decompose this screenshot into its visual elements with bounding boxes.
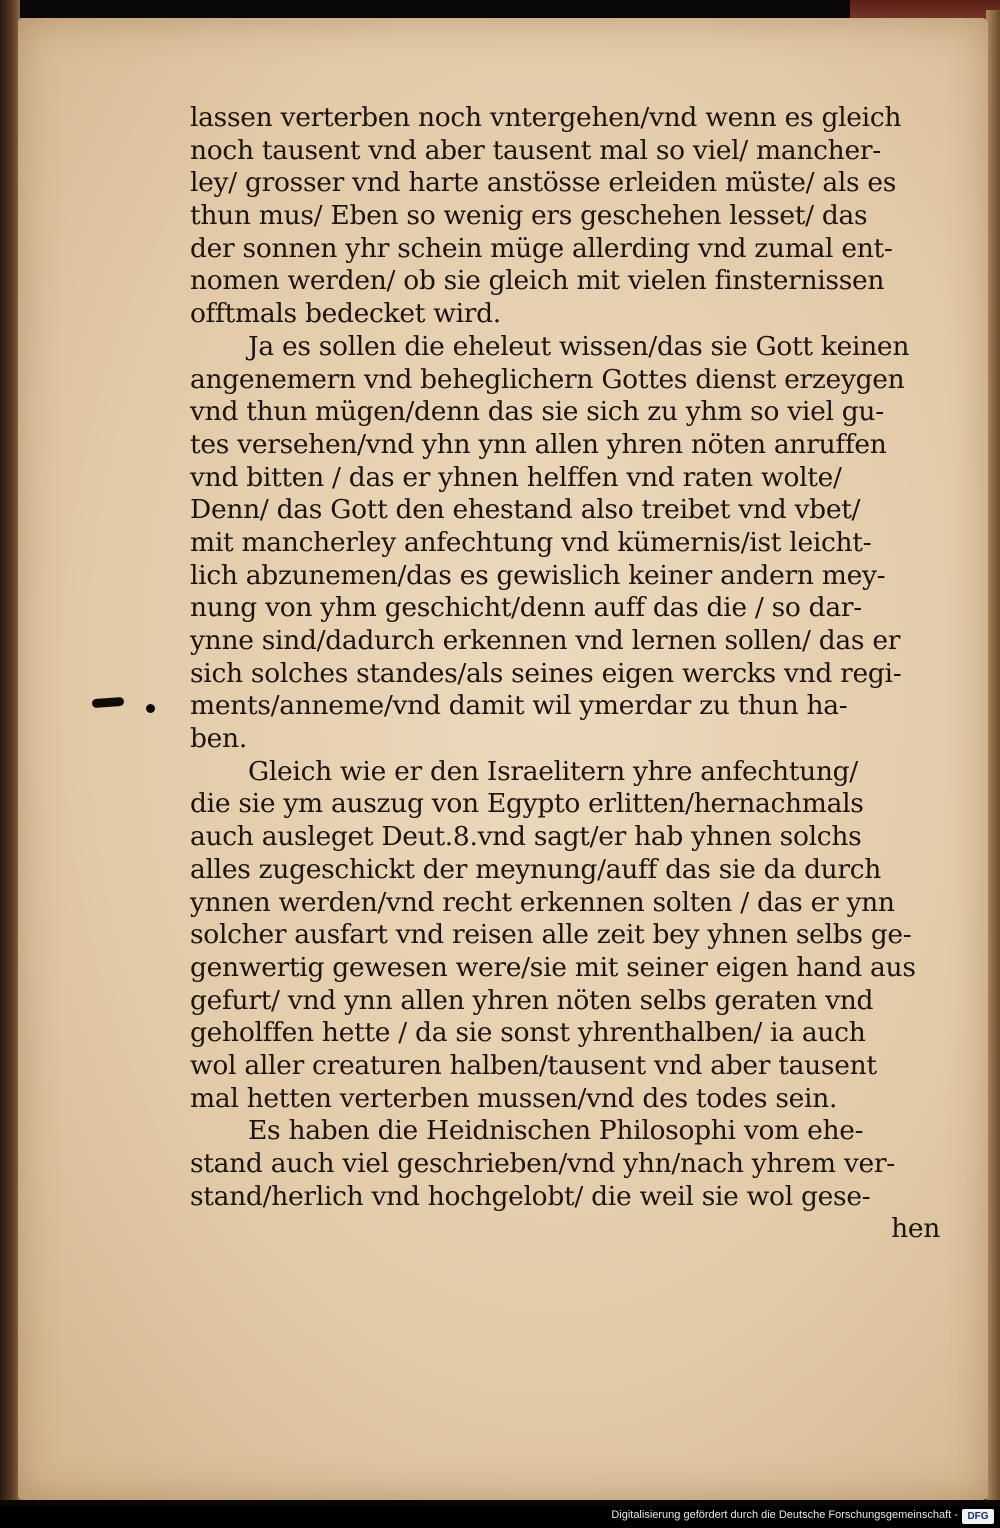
book-page — [18, 18, 988, 1500]
catchword: hen — [891, 1213, 940, 1245]
text-line: stand auch viel geschrieben/vnd yhn/nach yhrem ver- — [190, 1148, 895, 1179]
ink-dash-mark — [92, 697, 125, 708]
text-line: vnd thun mügen/denn das sie sich zu yhm so viel gu- — [190, 396, 884, 428]
text-line: Denn/ das Gott den ehestand also treibet vnd vbet/ — [190, 494, 861, 526]
funding-credit: Digitalisierung gefördert durch die Deutsche Forschungsgemeinschaft - — [611, 1509, 958, 1521]
text-line: geholffen hette / da sie sonst yhrenthalben/ ia auch — [190, 1017, 866, 1049]
ink-dot-mark — [146, 704, 155, 713]
page-fore-edge — [986, 10, 1000, 1500]
text-line: auch ausleget Deut.8.vnd sagt/er hab yhnen solchs — [190, 821, 862, 853]
text-line: nung von yhm geschicht/denn auff das die / so dar- — [190, 592, 862, 624]
text-line: nomen werden/ ob sie gleich mit vielen finsternissen — [190, 265, 885, 297]
text-line: alles zugeschickt der meynung/auff das sie da durch — [190, 853, 882, 885]
text-line: gefurt/ vnd ynn allen yhren nöten selbs geraten vnd — [190, 984, 874, 1016]
text-line: lassen verterben noch vntergehen/vnd wenn es gleich — [190, 102, 902, 133]
text-line: sich solches standes/als seines eigen wercks vnd regi- — [190, 657, 902, 689]
paragraph-start-line: Ja es sollen die eheleut wissen/das sie Gott keinen — [248, 330, 910, 362]
text-line: ynnen werden/vnd recht erkennen solten / das er ynn — [190, 886, 895, 918]
text-line: ley/ grosser vnd harte anstösse erleiden müste/ als es — [190, 167, 897, 199]
text-line: tes versehen/vnd yhn ynn allen yhren nöten anruffen — [190, 428, 887, 460]
text-line: noch tausent vnd aber tausent mal so viel/ mancher- — [190, 134, 881, 166]
text-line: thun mus/ Eben so wenig ers geschehen lesset/ das — [190, 200, 868, 232]
text-line: stand/herlich vnd hochgelobt/ die weil sie wol gese- — [190, 1180, 871, 1212]
text-line: genwertig gewesen were/sie mit seiner eigen hand aus — [190, 951, 916, 983]
text-line: mit mancherley anfechtung vnd kümernis/ist leicht- — [190, 526, 872, 558]
text-line: ynne sind/dadurch erkennen vnd lernen sollen/ das er — [190, 625, 901, 656]
text-line: offtmals bedecket wird. — [190, 298, 501, 330]
text-line: der sonnen yhr schein müge allerding vnd zumal ent- — [190, 232, 893, 264]
paragraph-start-line: Gleich wie er den Israelitern yhre anfechtung/ — [248, 755, 858, 787]
text-line: vnd bitten / das er yhnen helffen vnd raten wolte/ — [190, 461, 842, 493]
text-line: lich abzunemen/das es gewislich keiner andern mey- — [190, 559, 886, 591]
text-line: ments/anneme/vnd damit wil ymerdar zu thun ha- — [190, 690, 848, 722]
text-line: ben. — [190, 723, 247, 755]
text-line: wol aller creaturen halben/tausent vnd aber tausent — [190, 1049, 877, 1081]
text-line: angenemern vnd beheglichern Gottes dienst erzeygen — [190, 363, 905, 395]
dfg-logo-icon: DFG — [962, 1509, 994, 1524]
text-line: die sie ym auszug von Egypto erlitten/hernachmals — [190, 788, 864, 820]
book-binding-edge — [0, 0, 20, 1500]
page-text-block — [190, 102, 960, 1246]
digitization-footer — [0, 1506, 1000, 1528]
text-line: mal hetten verterben mussen/vnd des todes sein. — [190, 1082, 838, 1114]
text-line: solcher ausfart vnd reisen alle zeit bey yhnen selbs ge- — [190, 919, 912, 951]
paragraph-start-line: Es haben die Heidnischen Philosophi vom ehe- — [248, 1115, 864, 1147]
